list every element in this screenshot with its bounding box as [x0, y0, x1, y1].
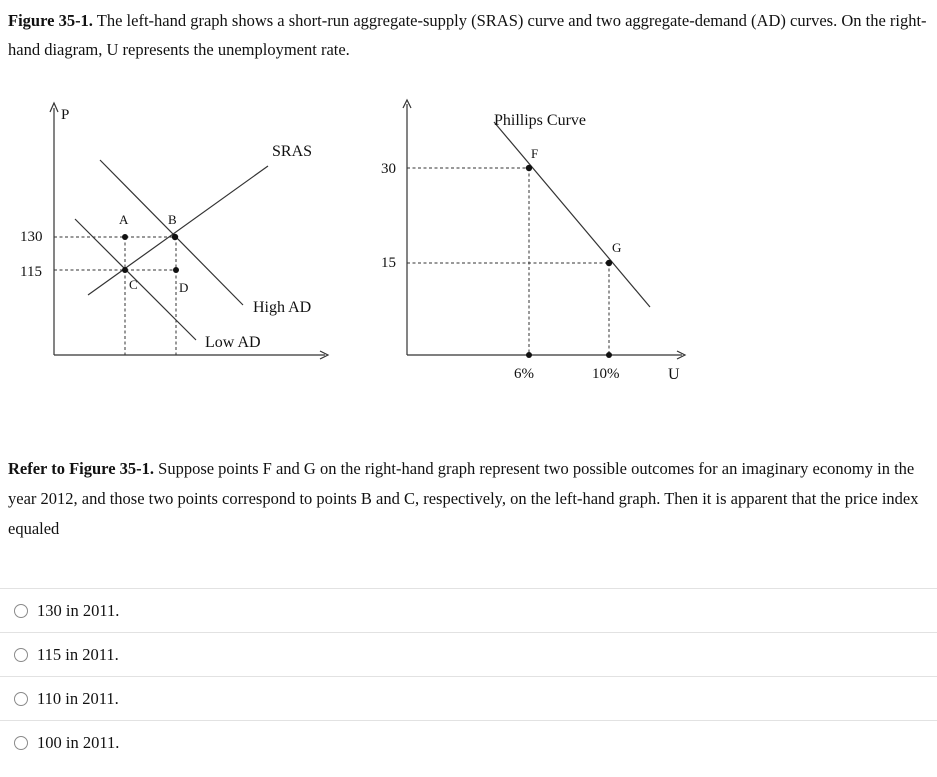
point-c — [122, 267, 128, 273]
figure-35-1 — [0, 90, 937, 390]
radio-button[interactable] — [14, 648, 28, 662]
figure-caption — [8, 6, 930, 64]
radio-button[interactable] — [14, 604, 28, 618]
point-10pct — [606, 352, 612, 358]
point-d — [173, 267, 179, 273]
option-3[interactable] — [0, 676, 937, 720]
right-y-tick-30: 30 — [381, 161, 396, 177]
option-label: 110 in 2011. — [37, 688, 119, 708]
left-graph — [20, 103, 328, 359]
point-a-label: A — [119, 212, 129, 227]
answer-options — [0, 588, 937, 764]
figure-label: Figure 35-1. — [8, 11, 93, 30]
left-y-tick-130: 130 — [20, 229, 43, 245]
phillips-curve-label: Phillips Curve — [494, 112, 587, 129]
point-b-label: B — [168, 212, 177, 227]
radio-button[interactable] — [14, 692, 28, 706]
point-b — [172, 234, 178, 240]
question-body: Suppose points F and G on the right-hand graph represent two possible outcomes for an imaginary economy in the year 2012, and those two points correspond to points B and C, respectively, on the left-hand graph. Then it is apparent that the price index equaled — [8, 459, 919, 538]
right-y-tick-15: 15 — [381, 255, 396, 271]
left-y-tick-115: 115 — [20, 264, 42, 280]
right-graph — [381, 100, 685, 383]
high-ad-curve — [100, 160, 243, 305]
point-a — [122, 234, 128, 240]
low-ad-label: Low AD — [205, 334, 261, 351]
right-x-tick-6: 6% — [514, 366, 534, 382]
option-label: 130 in 2011. — [37, 600, 120, 620]
point-f — [526, 165, 532, 171]
caption-text: The left-hand graph shows a short-run aggregate-supply (SRAS) curve and two aggregate-demand (AD) curves. On the right-hand diagram, U represents the unemployment rate. — [8, 11, 927, 59]
point-g-label: G — [612, 240, 622, 255]
point-g — [606, 260, 612, 266]
point-6pct — [526, 352, 532, 358]
left-y-axis-label: P — [61, 107, 70, 123]
option-label: 100 in 2011. — [37, 732, 120, 752]
right-x-tick-10: 10% — [592, 366, 620, 382]
question-ref-label: Refer to Figure 35-1. — [8, 459, 155, 478]
option-label: 115 in 2011. — [37, 644, 119, 664]
sras-label: SRAS — [272, 143, 313, 160]
question-text — [8, 454, 930, 544]
high-ad-label: High AD — [253, 299, 312, 316]
option-1[interactable] — [0, 588, 937, 632]
option-4[interactable] — [0, 720, 937, 764]
right-x-axis-label: U — [668, 366, 680, 383]
sras-curve — [88, 166, 268, 295]
option-2[interactable] — [0, 632, 937, 676]
point-c-label: C — [129, 277, 138, 292]
phillips-curve — [494, 122, 650, 307]
point-d-label: D — [179, 280, 189, 295]
point-f-label: F — [531, 146, 539, 161]
radio-button[interactable] — [14, 736, 28, 750]
